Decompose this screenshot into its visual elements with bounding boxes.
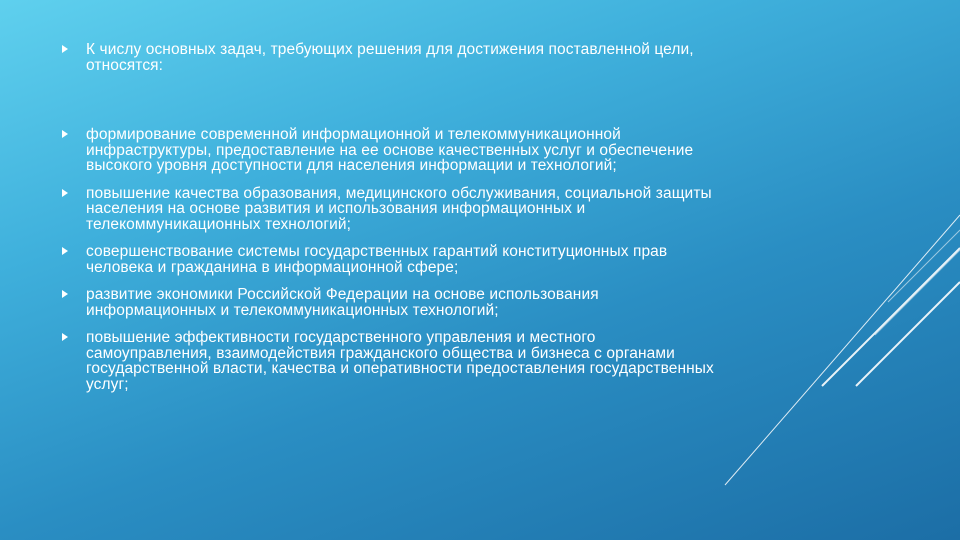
bullet-item	[62, 186, 722, 233]
bullet-text: развитие экономики Российской Федерации на основе использования информационных и телекоммуникационных технологий;	[86, 286, 599, 319]
bullet-item	[62, 287, 722, 318]
bullet-arrow-icon	[62, 45, 68, 53]
bullet-text: совершенствование системы государственных гарантий конституционных прав человека и гражданина в информационной сфере;	[86, 243, 668, 276]
bullet-text: повышение эффективности государственного управления и местного самоуправления, взаимодействия гражданского общества и бизнеса с органами государственной власти, качества и оперативности предоставления государственных услуг;	[86, 329, 714, 393]
decor-line	[725, 215, 960, 485]
decor-line	[875, 250, 960, 335]
bullet-list	[62, 42, 722, 392]
bullet-text: формирование современной информационной и телекоммуникационной инфраструктуры, предоставление на ее основе качественных услуг и обеспечение высокого уровня доступности для населения информации и технологий;	[86, 126, 694, 174]
bullet-text: К числу основных задач, требующих решения для достижения поставленной цели, относятся:	[86, 41, 694, 74]
bullet-arrow-icon	[62, 290, 68, 298]
bullet-item	[62, 244, 722, 275]
decor-line	[888, 230, 960, 302]
bullet-item	[62, 42, 722, 73]
decor-line	[822, 248, 960, 386]
bullet-item	[62, 330, 722, 392]
bullet-arrow-icon	[62, 333, 68, 341]
bullet-text: повышение качества образования, медицинского обслуживания, социальной защиты населения на основе развития и использования информационных и телекоммуникационных технологий;	[86, 184, 712, 233]
bullet-arrow-icon	[62, 189, 68, 197]
decor-line	[856, 282, 960, 386]
bullet-arrow-icon	[62, 247, 68, 255]
bullet-item	[62, 127, 722, 174]
bullet-arrow-icon	[62, 130, 68, 138]
